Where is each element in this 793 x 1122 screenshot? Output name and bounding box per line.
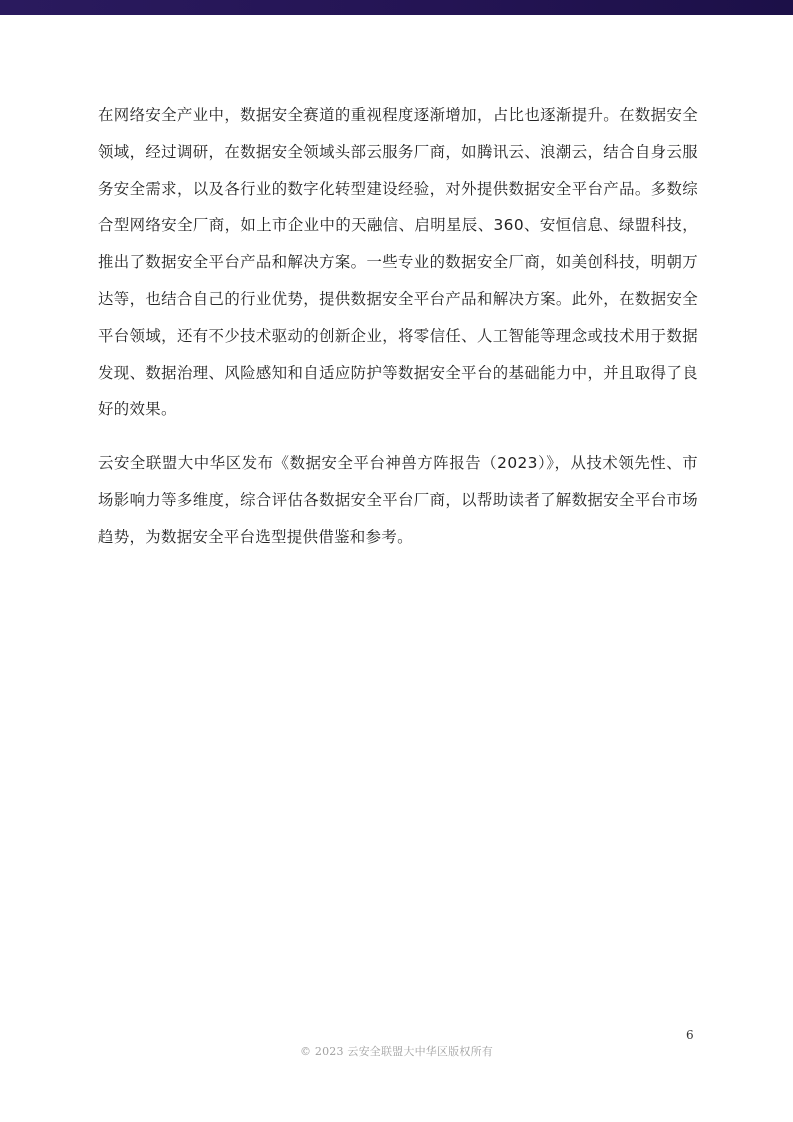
paragraph-industry-overview: 在网络安全产业中，数据安全赛道的重视程度逐渐增加，占比也逐渐提升。在数据安全领域，经过调研，在数据安全领域头部云服务厂商，如腾讯云、浪潮云，结合自身云服务安全需求，以及各行业的数字化转型建设经验，对外提供数据安全平台产品。多数综合型网络安全厂商，如上市企业中的天融信、启明星辰、360、安恒信息、绿盟科技，推出了数据安全平台产品和解决方案。一些专业的数据安全厂商，如美创科技，明朝万达等，也结合自己的行业优势，提供数据安全平台产品和解决方案。此外，在数据安全平台领域，还有不少技术驱动的创新企业，将零信任、人工智能等理念或技术用于数据发现、数据治理、风险感知和自适应防护等数据安全平台的基础能力中，并且取得了良好的效果。: [98, 106, 698, 419]
page-number: 6: [686, 1028, 694, 1042]
document-body: [98, 97, 698, 556]
header-bar: [0, 0, 793, 15]
copyright-footer: © 2023 云安全联盟大中华区版权所有: [300, 1045, 493, 1058]
paragraph-report-intro: 云安全联盟大中华区发布《数据安全平台神兽方阵报告（2023）》，从技术领先性、市场影响力等多维度，综合评估各数据安全平台厂商，以帮助读者了解数据安全平台市场趋势，为数据安全平台选型提供借鉴和参考。: [98, 454, 698, 546]
